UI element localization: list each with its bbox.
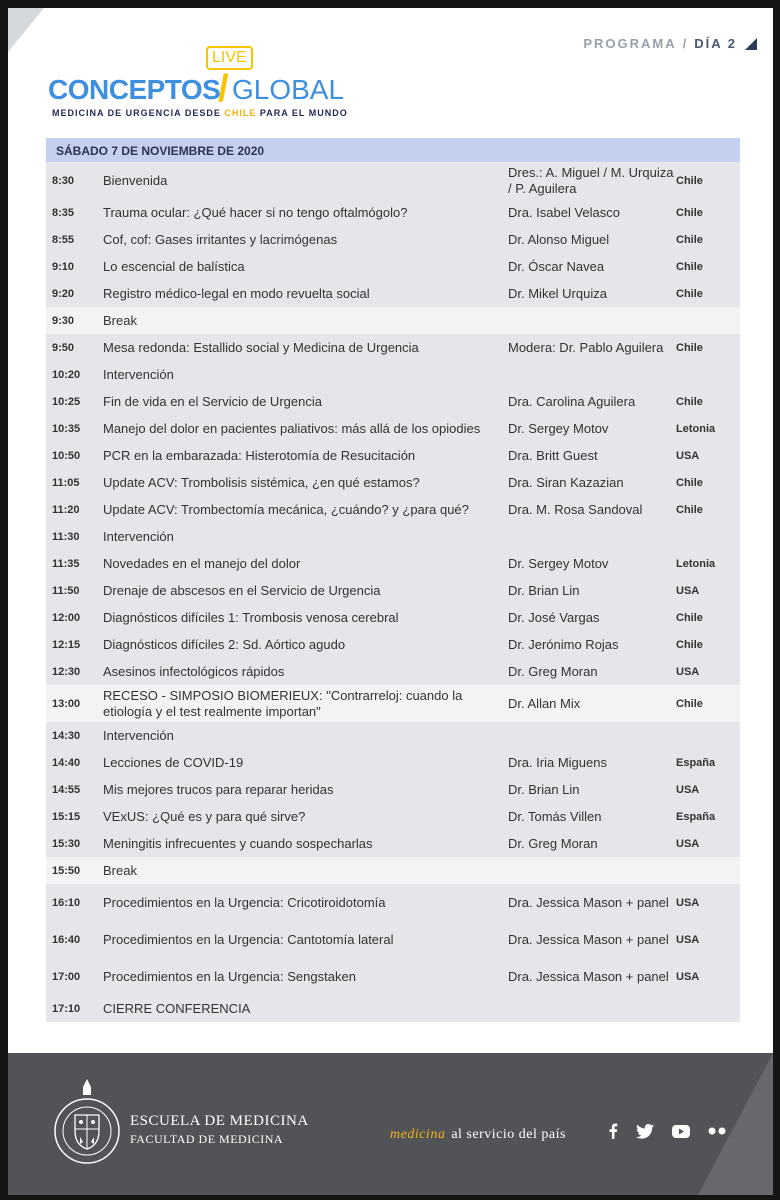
session-title: Mesa redonda: Estallido social y Medicina de Urgencia (103, 339, 419, 355)
schedule-row (46, 776, 740, 803)
session-speaker: Dr. Brian Lin (508, 582, 580, 598)
youtube-icon[interactable] (672, 1125, 690, 1138)
session-time: 12:00 (52, 611, 81, 624)
session-title: Cof, cof: Gases irritantes y lacrimógenas (103, 231, 338, 247)
session-country: Chile (676, 260, 703, 273)
session-country: Chile (676, 638, 703, 651)
session-title: PCR en la embarazada: Histerotomía de Resucitación (103, 447, 416, 463)
session-country: USA (676, 933, 700, 946)
schedule-row (46, 415, 740, 442)
session-country: Chile (676, 697, 703, 710)
session-title: Diagnósticos difíciles 2: Sd. Aórtico agudo (103, 636, 346, 652)
session-time: 14:55 (52, 783, 81, 796)
header-separator: / (682, 36, 689, 51)
session-time: 10:35 (52, 422, 81, 435)
session-speaker: Dres.: A. Miguel / M. Urquiza / P. Aguilera (508, 164, 674, 196)
session-time: 17:00 (52, 970, 81, 983)
session-speaker: Dr. Sergey Motov (508, 555, 609, 571)
schedule-row (46, 685, 740, 722)
session-country: Letonia (676, 557, 716, 570)
schedule-row (46, 307, 740, 334)
schedule-row (46, 442, 740, 469)
logo-tagline: MEDICINA DE URGENCIA DESDE CHILE PARA EL MUNDO (52, 108, 348, 118)
session-country: Chile (676, 503, 703, 516)
session-country: Chile (676, 341, 703, 354)
conceptos-global-logo (48, 46, 348, 121)
session-title: Intervención (103, 727, 174, 743)
schedule-row (46, 199, 740, 226)
schedule-row (46, 749, 740, 776)
session-title: Procedimientos en la Urgencia: Sengstaken (103, 968, 356, 984)
motto-rest: al servicio del país (451, 1127, 566, 1142)
social-links (608, 1123, 744, 1139)
session-title: Update ACV: Trombectomía mecánica, ¿cuándo? y ¿para qué? (103, 501, 469, 517)
session-time: 11:05 (52, 476, 80, 489)
session-time: 10:20 (52, 368, 81, 381)
session-time: 10:50 (52, 449, 81, 462)
session-speaker: Modera: Dr. Pablo Aguilera (508, 339, 664, 355)
logo-slash-mark: / (218, 68, 229, 110)
session-time: 9:30 (52, 314, 75, 327)
session-speaker: Dra. Jessica Mason + panel (508, 894, 669, 910)
school-line1: ESCUELA DE MEDICINA (130, 1113, 309, 1129)
flickr-icon[interactable] (708, 1127, 726, 1135)
session-time: 15:15 (52, 810, 81, 823)
facebook-icon[interactable] (608, 1123, 618, 1139)
session-title: Manejo del dolor en pacientes paliativos: más allá de los opiodies (103, 420, 481, 436)
day-label: DÍA 2 (694, 36, 737, 51)
session-speaker: Dr. Greg Moran (508, 835, 598, 851)
session-time: 15:30 (52, 837, 81, 850)
session-title: CIERRE CONFERENCIA (103, 1000, 251, 1016)
session-speaker: Dra. M. Rosa Sandoval (508, 501, 643, 517)
session-speaker: Dr. Sergey Motov (508, 420, 609, 436)
program-page (8, 8, 773, 1195)
session-speaker: Dra. Siran Kazazian (508, 474, 624, 490)
session-country: USA (676, 584, 700, 597)
schedule-row (46, 857, 740, 884)
footer-motto (390, 1127, 566, 1143)
session-title: Mis mejores trucos para reparar heridas (103, 781, 334, 797)
session-time: 8:30 (52, 174, 75, 187)
session-title: Lo escencial de balística (103, 258, 245, 274)
session-country: USA (676, 970, 700, 983)
session-country: Chile (676, 395, 703, 408)
session-speaker: Dr. Brian Lin (508, 781, 580, 797)
corner-triangle-icon (745, 38, 757, 50)
schedule-row (46, 496, 740, 523)
program-label: PROGRAMA (583, 36, 677, 51)
session-title: Intervención (103, 366, 174, 382)
corner-decoration (8, 8, 44, 52)
session-country: Chile (676, 611, 703, 624)
schedule-row (46, 334, 740, 361)
motto-emphasis: medicina (390, 1127, 446, 1142)
session-speaker: Dra. Iria Miguens (508, 754, 607, 770)
session-speaker: Dra. Carolina Aguilera (508, 393, 636, 409)
session-speaker: Dr. Greg Moran (508, 663, 598, 679)
session-country: USA (676, 783, 700, 796)
session-time: 8:35 (52, 206, 75, 219)
session-time: 16:40 (52, 933, 81, 946)
session-speaker: Dr. Óscar Navea (508, 258, 605, 274)
session-title: Bienvenida (103, 172, 168, 188)
session-title: Registro médico-legal en modo revuelta social (103, 285, 370, 301)
session-country: España (676, 810, 716, 823)
session-country: USA (676, 896, 700, 909)
schedule-row (46, 550, 740, 577)
twitter-icon[interactable] (636, 1124, 654, 1139)
session-country: Chile (676, 476, 703, 489)
session-speaker: Dr. Allan Mix (508, 695, 581, 711)
session-country: Chile (676, 206, 703, 219)
schedule-row (46, 884, 740, 921)
session-country: Letonia (676, 422, 716, 435)
session-speaker: Dr. Alonso Miguel (508, 231, 610, 247)
university-seal-icon (52, 1071, 122, 1177)
session-title: Break (103, 312, 137, 328)
session-time: 17:10 (52, 1002, 81, 1015)
session-title: VExUS: ¿Qué es y para qué sirve? (103, 808, 306, 824)
logo-conceptos: CONCEPTOS (48, 74, 221, 105)
session-title: RECESO - SIMPOSIO BIOMERIEUX: "Contrarreloj: cuando la etiología y el test realmente importan" (103, 687, 463, 719)
session-title: Asesinos infectológicos rápidos (103, 663, 285, 679)
session-speaker: Dra. Britt Guest (508, 447, 598, 463)
schedule-row (46, 722, 740, 749)
schedule-row (46, 631, 740, 658)
session-country: USA (676, 449, 700, 462)
program-day-header (583, 36, 757, 51)
schedule-row (46, 995, 740, 1022)
session-speaker: Dr. José Vargas (508, 609, 600, 625)
schedule-row (46, 830, 740, 857)
footer (8, 1053, 773, 1195)
session-speaker: Dra. Jessica Mason + panel (508, 968, 669, 984)
schedule-row (46, 226, 740, 253)
session-speaker: Dr. Jerónimo Rojas (508, 636, 619, 652)
session-time: 14:40 (52, 756, 81, 769)
schedule-rows (46, 162, 740, 1022)
date-header: SÁBADO 7 DE NOVIEMBRE DE 2020 (46, 138, 740, 162)
schedule-row (46, 253, 740, 280)
logo-global: GLOBAL (232, 74, 345, 105)
schedule-row (46, 280, 740, 307)
session-time: 16:10 (52, 896, 81, 909)
session-title: Update ACV: Trombolisis sistémica, ¿en qué estamos? (103, 474, 420, 490)
session-time: 9:50 (52, 341, 75, 354)
schedule-row (46, 604, 740, 631)
session-time: 11:50 (52, 584, 80, 597)
session-speaker: Dra. Isabel Velasco (508, 204, 621, 220)
session-title: Drenaje de abscesos en el Servicio de Urgencia (103, 582, 381, 598)
session-country: Chile (676, 233, 703, 246)
session-title: Trauma ocular: ¿Qué hacer si no tengo oftalmógolo? (103, 204, 408, 220)
schedule-table (46, 138, 740, 1022)
session-time: 8:55 (52, 233, 75, 246)
schedule-row (46, 803, 740, 830)
school-name (130, 1113, 309, 1147)
logo-live-badge: LIVE (206, 46, 253, 70)
schedule-row (46, 921, 740, 958)
session-time: 12:15 (52, 638, 81, 651)
schedule-row (46, 469, 740, 496)
schedule-row (46, 162, 740, 199)
session-country: USA (676, 837, 700, 850)
session-title: Fin de vida en el Servicio de Urgencia (103, 393, 322, 409)
schedule-row (46, 577, 740, 604)
session-title: Novedades en el manejo del dolor (103, 555, 301, 571)
session-title: Meningitis infrecuentes y cuando sospecharlas (103, 835, 373, 851)
session-time: 15:50 (52, 864, 81, 877)
session-title: Break (103, 862, 137, 878)
session-time: 10:25 (52, 395, 81, 408)
schedule-row (46, 361, 740, 388)
session-time: 11:30 (52, 530, 80, 543)
session-time: 13:00 (52, 697, 81, 710)
schedule-row (46, 388, 740, 415)
session-title: Procedimientos en la Urgencia: Cricotiroidotomía (103, 894, 386, 910)
session-title: Procedimientos en la Urgencia: Cantotomía lateral (103, 931, 394, 947)
schedule-row (46, 523, 740, 550)
session-time: 14:30 (52, 729, 81, 742)
session-speaker: Dr. Tomás Villen (508, 808, 602, 824)
session-speaker: Dr. Mikel Urquiza (508, 285, 607, 301)
session-title: Diagnósticos difíciles 1: Trombosis venosa cerebral (103, 609, 399, 625)
school-line2: FACULTAD DE MEDICINA (130, 1132, 284, 1146)
session-time: 11:20 (52, 503, 80, 516)
session-country: Chile (676, 174, 703, 187)
session-title: Lecciones de COVID-19 (103, 754, 244, 770)
session-time: 9:20 (52, 287, 75, 300)
session-time: 11:35 (52, 557, 80, 570)
session-speaker: Dra. Jessica Mason + panel (508, 931, 669, 947)
session-country: Chile (676, 287, 703, 300)
session-country: USA (676, 665, 700, 678)
session-title: Intervención (103, 528, 174, 544)
session-time: 9:10 (52, 260, 75, 273)
schedule-row (46, 958, 740, 995)
session-time: 12:30 (52, 665, 81, 678)
session-country: España (676, 756, 716, 769)
schedule-row (46, 658, 740, 685)
